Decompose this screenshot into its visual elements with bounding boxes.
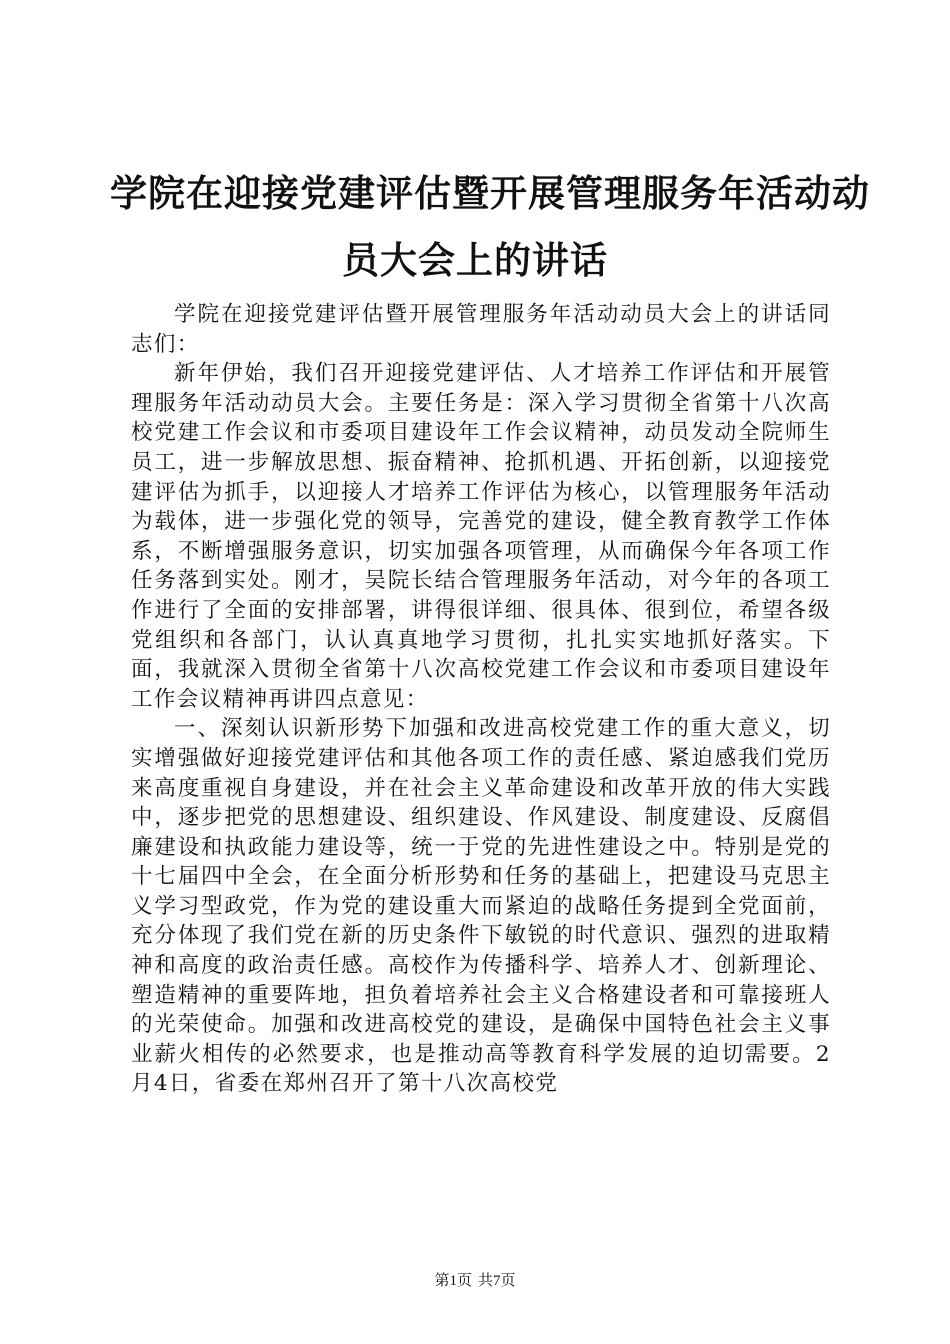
page-footer	[0, 1271, 950, 1291]
document-title	[110, 160, 870, 294]
body-paragraph: 学院在迎接党建评估暨开展管理服务年活动动员大会上的讲话同志们：	[131, 302, 831, 357]
body-paragraph: 新年伊始，我们召开迎接党建评估、人才培养工作评估和开展管理服务年活动动员大会。主要任务是：深入学习贯彻全省第十八次高校党建工作会议和市委项目建设年工作会议精神，动员发动全院师生员工，进一步解放思想、振奋精神、抢抓机遇、开拓创新，以迎接党建评估为抓手，以迎接人才培养工作评估为核心，以管理服务年活动为载体，进一步强化党的领导，完善党的建设，健全教育教学工作体系，不断增强服务意识，切实加强各项管理，从而确保今年各项工作任务落到实处。刚才，吴院长结合管理服务年活动，对今年的各项工作进行了全面的安排部署，讲得很详细、很具体、很到位，希望各级党组织和各部门，认认真真地学习贯彻，扎扎实实地抓好落实。下面，我就深入贯彻全省第十八次高校党建工作会议和市委项目建设年工作会议精神再讲四点意见：	[131, 361, 831, 712]
document-body	[131, 300, 831, 1099]
body-paragraph: 一、深刻认识新形势下加强和改进高校党建工作的重大意义，切实增强做好迎接党建评估和其他各项工作的责任感、紧迫感我们党历来高度重视自身建设，并在社会主义革命建设和改革开放的伟大实践中，逐步把党的思想建设、组织建设、作风建设、制度建设、反腐倡廉建设和执政能力建设等，统一于党的先进性建设之中。特别是党的十七届四中全会，在全面分析形势和任务的基础上，把建设马克思主义学习型政党，作为党的建设重大而紧迫的战略任务提到全党面前，充分体现了我们党在新的历史条件下敏锐的时代意识、强烈的进取精神和高度的政治责任感。高校作为传播科学、培养人才、创新理论、塑造精神的重要阵地，担负着培养社会主义合格建设者和可靠接班人的光荣使命。加强和改进高校党的建设，是确保中国特色社会主义事业薪火相传的必然要求，也是推动高等教育科学发展的迫切需要。2月4日，省委在郑州召开了第十八次高校党	[131, 716, 831, 1097]
page-total: 共7页	[478, 1273, 516, 1289]
title-line-1: 学院在迎接党建评估暨开展管理服务年活动动	[110, 172, 870, 215]
page-number: 第1页	[434, 1273, 472, 1289]
title-line-2: 员大会上的讲话	[342, 239, 608, 282]
